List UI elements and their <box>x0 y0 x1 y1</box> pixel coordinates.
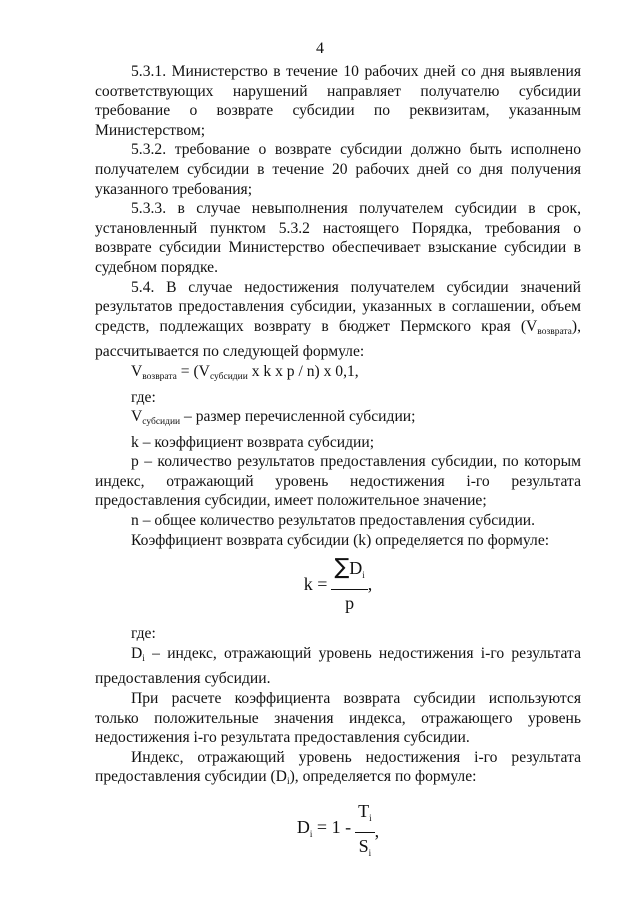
paragraph-calculation: При расчете коэффициента возврата субсидии используются только положительные значения индекса, отражающего уровень недостижения i-го результата предоставления субсидии. <box>95 690 581 747</box>
document-body <box>95 62 581 874</box>
sigma-symbol: ∑ <box>334 555 350 581</box>
page-number: 4 <box>316 40 324 57</box>
paragraph-5-4-text-a: 5.4. В случае недостижения получателем субсидии значений результатов предоставления субсидии, указанных в соглашении, объем средств, подлежащих возврату в бюджет Пермского края (V <box>95 278 581 335</box>
definition-p: p – количество результатов предоставления субсидии, по которым индекс, отражающий уровень недостижения i-го результата предоставления субсидии, имеет положительное значение; <box>95 453 581 510</box>
formula-k: k = $\frac{\sum D_i}{p}$ , <box>303 555 373 614</box>
coefficient-intro: Коэффициент возврата субсидии (k) определяется по формуле: <box>131 531 550 549</box>
formula-d-i: $D_i = 1$ - $\frac{T_i}{S_i}$ , <box>95 799 581 864</box>
paragraph-5-4 <box>95 278 581 362</box>
definition-k: k – коэффициент возврата субсидии; <box>131 433 375 451</box>
where-label-1: где: <box>131 388 156 406</box>
definition-v-subsidii: $V_{субсидии}$ – размер перечисленной субсидии; <box>131 408 416 428</box>
where-label-2: где: <box>131 625 156 643</box>
paragraph-5-3-3: 5.3.3. в случае невыполнения получателем субсидии в срок, установленный пунктом 5.3.2 настоящего Порядка, требования о возврате субсидии Министерство обеспечивает взыскание субсидии в судебном порядке. <box>95 200 581 276</box>
formula-d-i-fraction: $\frac{T_i}{S_i}$ <box>355 799 375 864</box>
definition-n: n – общее количество результатов предоставления субсидии. <box>131 512 536 530</box>
formula-v-vozvrata: $V_{возврата} = (V_{субсидии}$ x k x p / n) x 0,1, <box>131 362 359 382</box>
paragraph-5-4-text-b: ), рассчитывается по следующей формуле: <box>95 317 581 361</box>
paragraph-index: Индекс, отражающий уровень недостижения i-го результата предоставления субсидии $(D_i)$, определяется по формуле: <box>95 748 581 788</box>
paragraph-5-3-2: 5.3.2. требование о возврате субсидии должно быть исполнено получателем субсидии в течение 20 рабочих дней со дня получения указанного требования; <box>95 141 581 198</box>
definition-d-i: $D_i$ – индекс, отражающий уровень недостижения i-го результата предоставления субсидии. <box>95 644 581 688</box>
formula-k-fraction: $\frac{\sum D_i}{p}$ <box>331 556 367 614</box>
paragraph-5-3-1: 5.3.1. Министерство в течение 10 рабочих дней со дня выявления соответствующих нарушений направляет получателю субсидии требование о возврате субсидии по реквизитам, указанным Министерством; <box>95 63 581 139</box>
paragraph-5-4-subscript: возврата <box>537 326 572 337</box>
